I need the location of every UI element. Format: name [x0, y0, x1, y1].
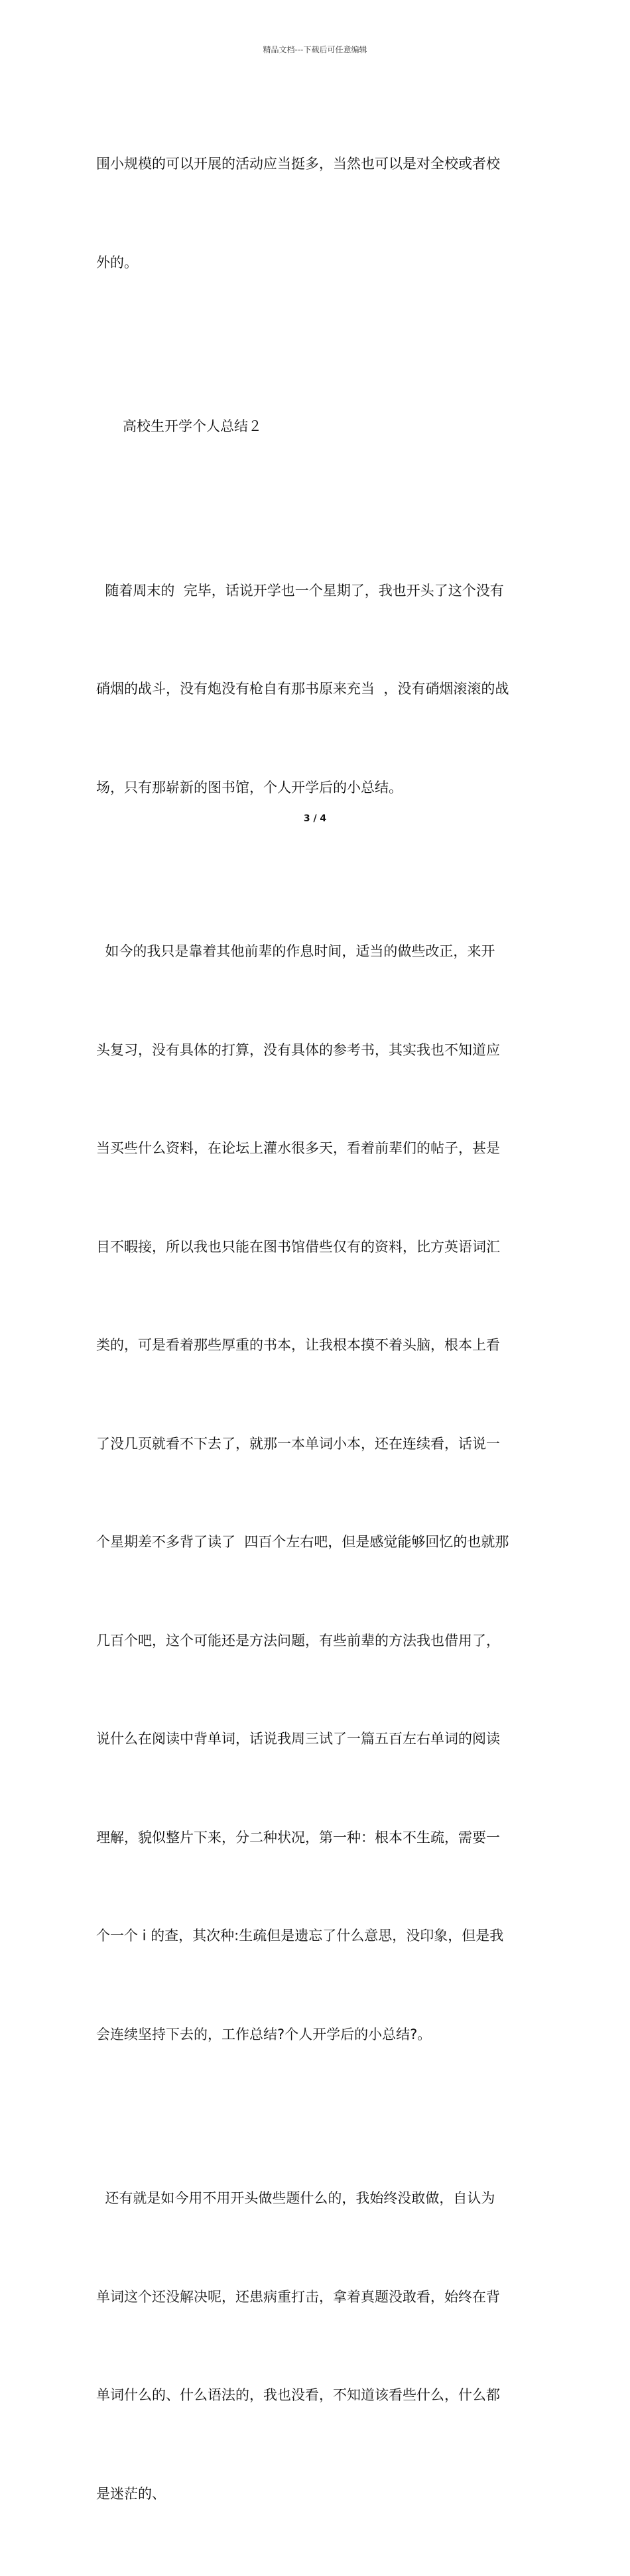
text-line: 还有就是如今用不用开头做些题什么的，我始终没敢做，自认为	[96, 2190, 495, 2206]
page-header: 精品文档---下载后可任意编辑	[263, 45, 367, 54]
text-line: 理解，貌似整片下来，分二种状况，第一种：根本不生疏，需要一	[96, 1829, 500, 1845]
text-line: 了没几页就看不下去了，就那一本单词小本，还在连续看，话说一	[96, 1435, 500, 1452]
paragraph-3	[96, 870, 537, 2117]
text-line: 外的。	[96, 254, 138, 270]
document-body	[96, 82, 537, 2576]
text-line: 当买些什么资料，在论坛上灌水很多天，看着前辈们的帖子，甚是	[96, 1140, 500, 1156]
text-line: 随着周末的 完毕，话说开学也一个星期了，我也开头了这个没有	[96, 582, 504, 599]
text-line: 会连续坚持下去的，工作总结?个人开学后的小总结?。	[96, 2026, 432, 2042]
text-line: 几百个吧，这个可能还是方法问题，有些前辈的方法我也借用了，	[96, 1632, 500, 1649]
section-heading	[96, 345, 537, 509]
text-line: 场，只有那崭新的图书馆，个人开学后的小总结。	[96, 779, 403, 795]
text-line: 围小规模的可以开展的活动应当挺多，当然也可以是对全校或者校	[96, 156, 500, 172]
paragraph-4	[96, 2117, 537, 2576]
text-line: 目不暇接，所以我也只能在图书馆借些仅有的资料，比方英语词汇	[96, 1238, 500, 1255]
text-line: 单词这个还没解决呢，还患病重打击，拿着真题没敢看，始终在背	[96, 2288, 500, 2305]
section-heading-text: 高校生开学个人总结２	[96, 418, 263, 434]
text-line: 说什么在阅读中背单词，话说我周三试了一篇五百左右单词的阅读	[96, 1731, 500, 1747]
text-line: 个一个 i 的查，其次种:生疏但是遗忘了什么意思，没印象，但是我	[96, 1928, 504, 1944]
text-line: 如今的我只是靠着其他前辈的作息时间，适当的做些改正，来开	[96, 943, 495, 959]
paragraph-1	[96, 82, 537, 345]
text-line: 个星期差不多背了读了 四百个左右吧，但是感觉能够回忆的也就那	[96, 1534, 509, 1550]
text-line: 单词什么的、什么语法的，我也没看，不知道该看些什么，什么都	[96, 2387, 500, 2403]
text-line: 类的，可是看着那些厚重的书本，让我根本摸不着头脑，根本上看	[96, 1337, 500, 1353]
page-number: 3 / 4	[303, 813, 327, 824]
text-line: 头复习，没有具体的打算，没有具体的参考书，其实我也不知道应	[96, 1041, 500, 1058]
text-line: 是迷茫的、	[96, 2485, 166, 2502]
text-line: 硝烟的战斗，没有炮没有枪自有那书原来充当 ，没有硝烟滚滚的战	[96, 681, 509, 697]
